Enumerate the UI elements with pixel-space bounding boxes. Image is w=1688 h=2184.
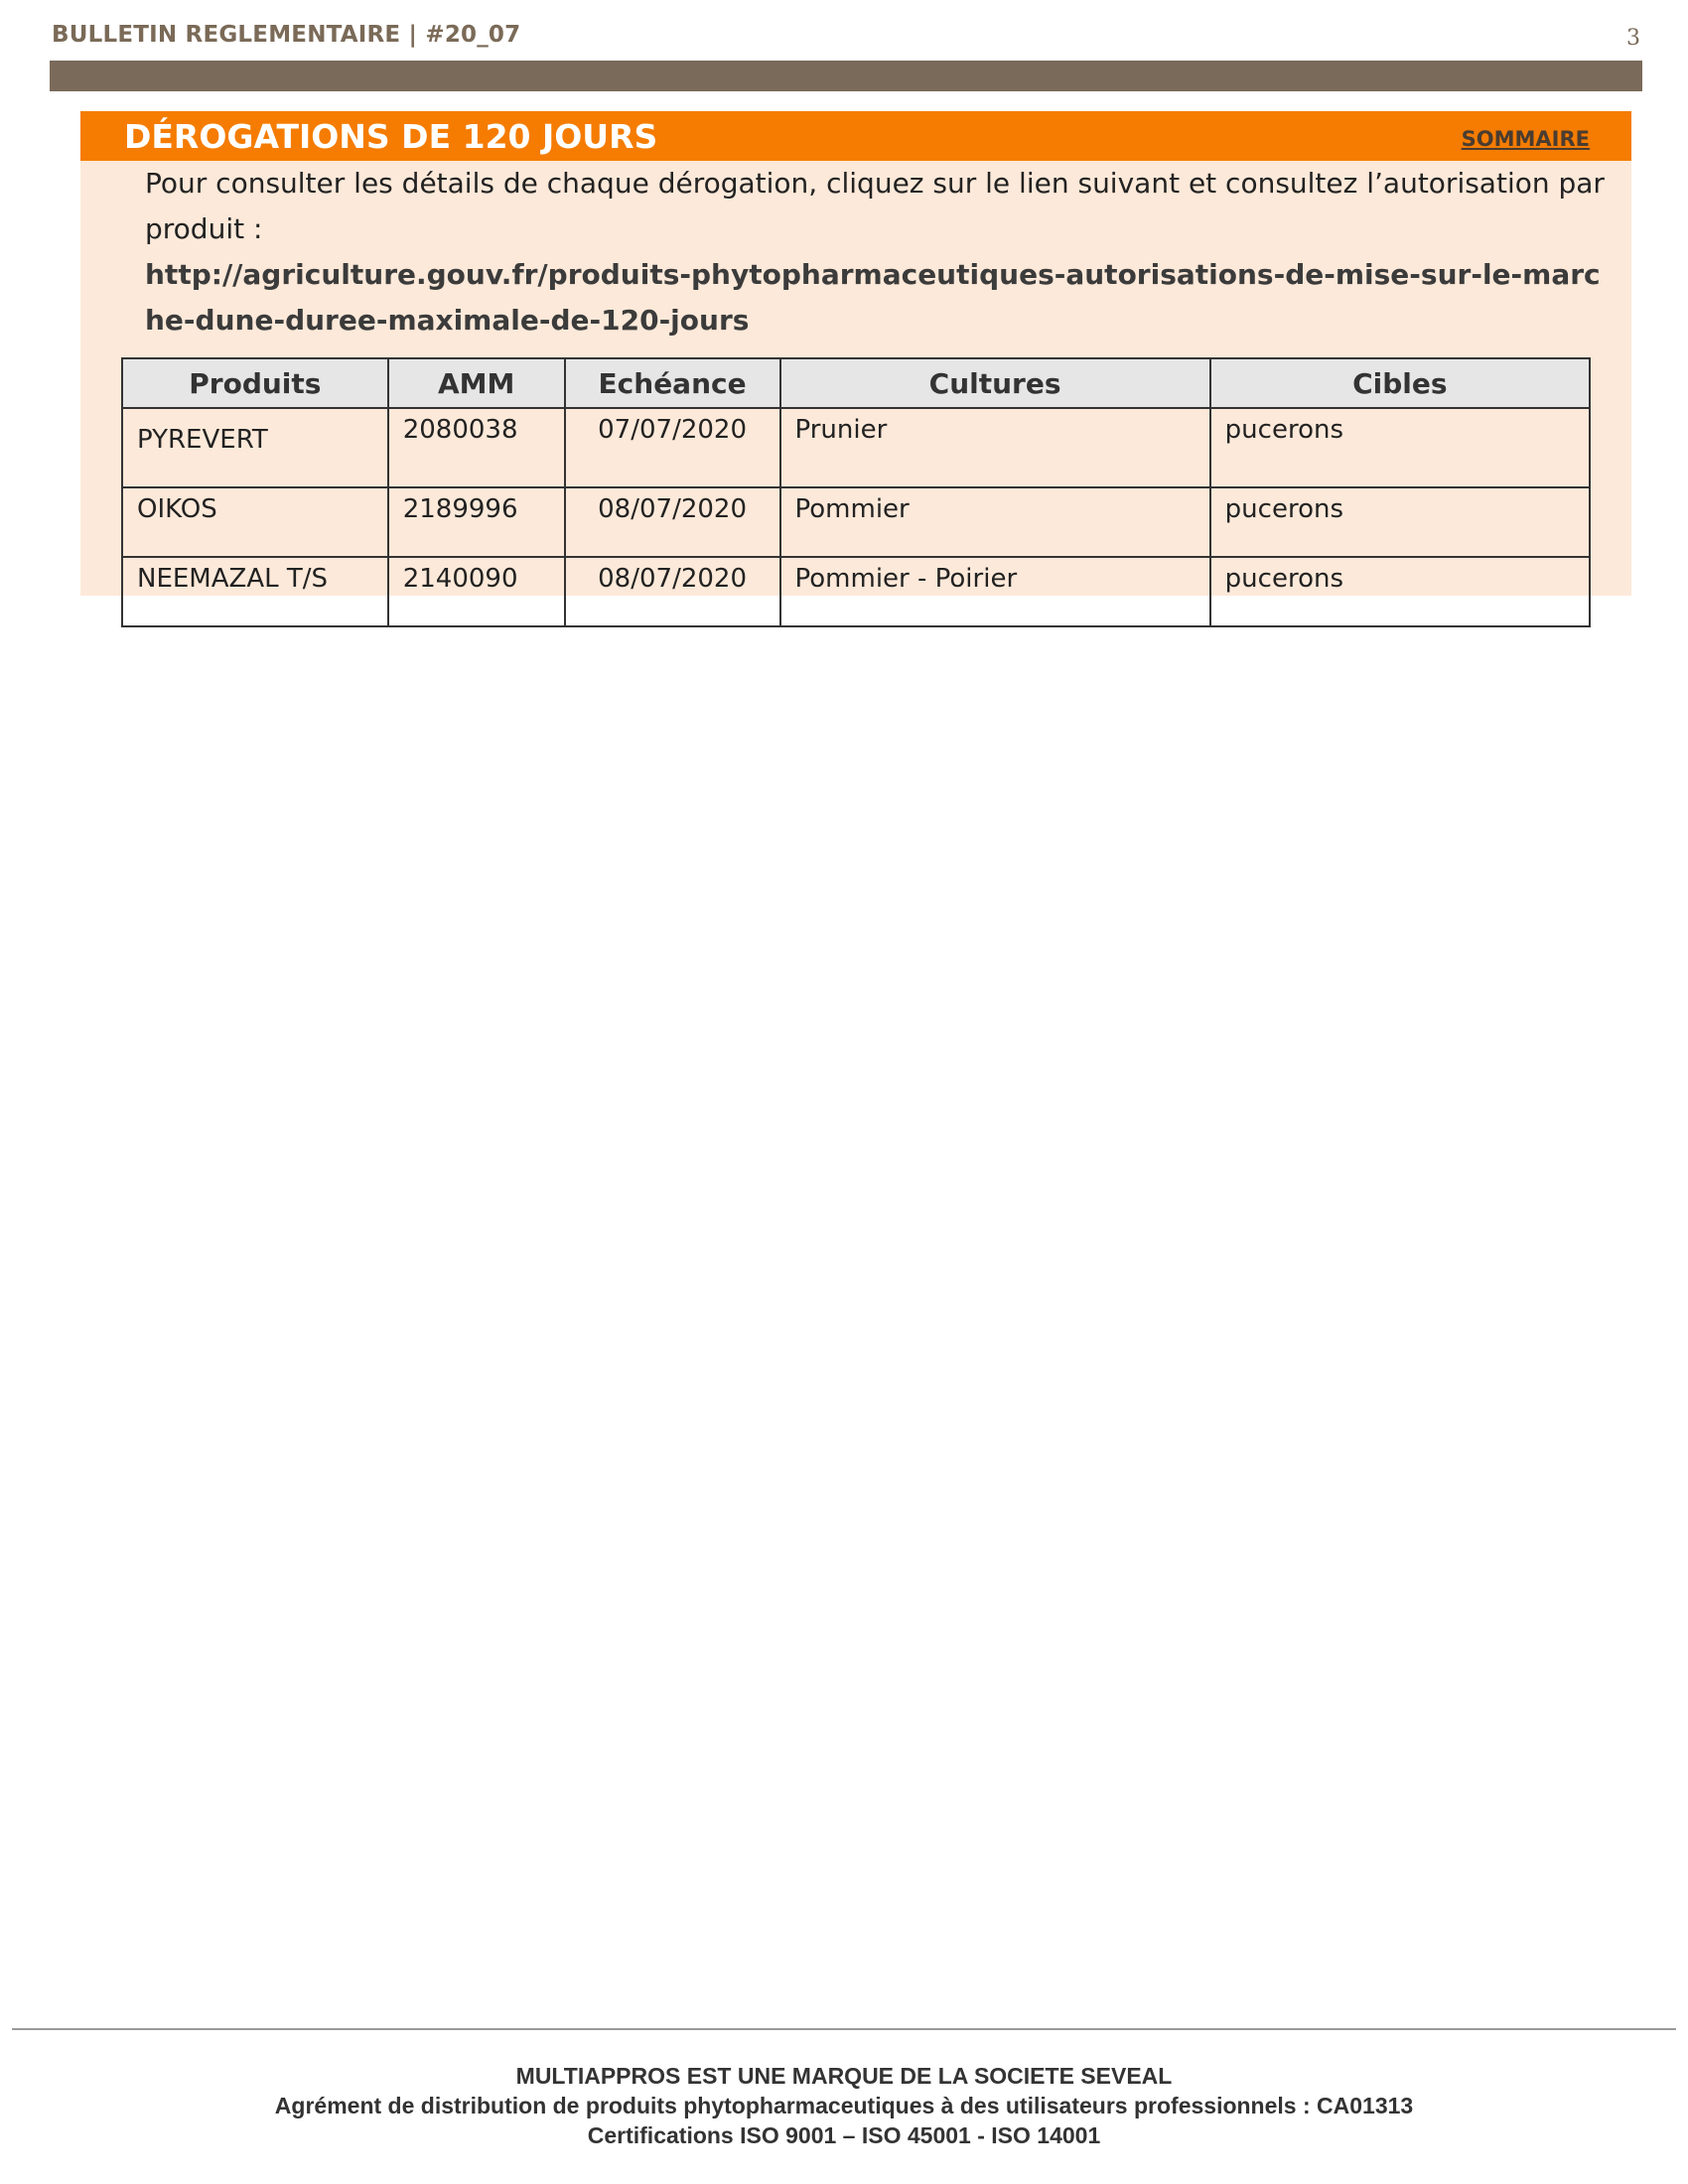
table-row: [122, 557, 1590, 626]
derogations-table: [121, 357, 1591, 627]
footer: [0, 2061, 1688, 2150]
bulletin-title: BULLETIN REGLEMENTAIRE | #20_07: [52, 22, 521, 48]
page-number: 3: [1626, 26, 1640, 51]
derogations-section: [80, 111, 1631, 596]
cell-echeance: 07/07/2020: [565, 408, 780, 487]
column-header-echeance: Echéance: [565, 358, 780, 408]
intro-text: Pour consulter les détails de chaque dérogation, cliquez sur le lien suivant et consultez l’autorisation par produit :: [145, 167, 1605, 245]
column-header-cultures: Cultures: [780, 358, 1210, 408]
footer-divider: [12, 2028, 1676, 2030]
cell-produit: OIKOS: [122, 487, 388, 557]
table-header-row: [122, 358, 1590, 408]
header-bar: [50, 61, 1642, 91]
footer-certifications-line: Certifications ISO 9001 – ISO 45001 - ISO 14001: [587, 2122, 1101, 2148]
footer-brand-line: MULTIAPPROS EST UNE MARQUE DE LA SOCIETE SEVEAL: [515, 2063, 1173, 2089]
cell-cultures: Pommier - Poirier: [780, 557, 1210, 626]
cell-cibles: pucerons: [1210, 408, 1590, 487]
cell-cultures: Pommier: [780, 487, 1210, 557]
table-row: [122, 487, 1590, 557]
cell-cibles: pucerons: [1210, 487, 1590, 557]
cell-produit: PYREVERT: [122, 408, 388, 487]
section-header: [80, 111, 1631, 161]
cell-amm: 2140090: [388, 557, 565, 626]
cell-cibles: pucerons: [1210, 557, 1590, 626]
cell-amm: 2080038: [388, 408, 565, 487]
cell-amm: 2189996: [388, 487, 565, 557]
column-header-produits: Produits: [122, 358, 388, 408]
column-header-amm: AMM: [388, 358, 565, 408]
cell-cultures: Prunier: [780, 408, 1210, 487]
table-row: [122, 408, 1590, 487]
cell-produit: NEEMAZAL T/S: [122, 557, 388, 626]
sommaire-link[interactable]: SOMMAIRE: [1461, 127, 1590, 151]
section-title: DÉROGATIONS DE 120 JOURS: [124, 117, 658, 156]
cell-echeance: 08/07/2020: [565, 487, 780, 557]
cell-echeance: 08/07/2020: [565, 557, 780, 626]
column-header-cibles: Cibles: [1210, 358, 1590, 408]
derogations-url-link[interactable]: http://agriculture.gouv.fr/produits-phytopharmaceutiques-autorisations-de-mise-sur-le-marche-dune-duree-maximale-de-120-jours: [145, 258, 1601, 337]
footer-agrement-line: Agrément de distribution de produits phytopharmaceutiques à des utilisateurs professionnels : CA01313: [274, 2093, 1414, 2118]
